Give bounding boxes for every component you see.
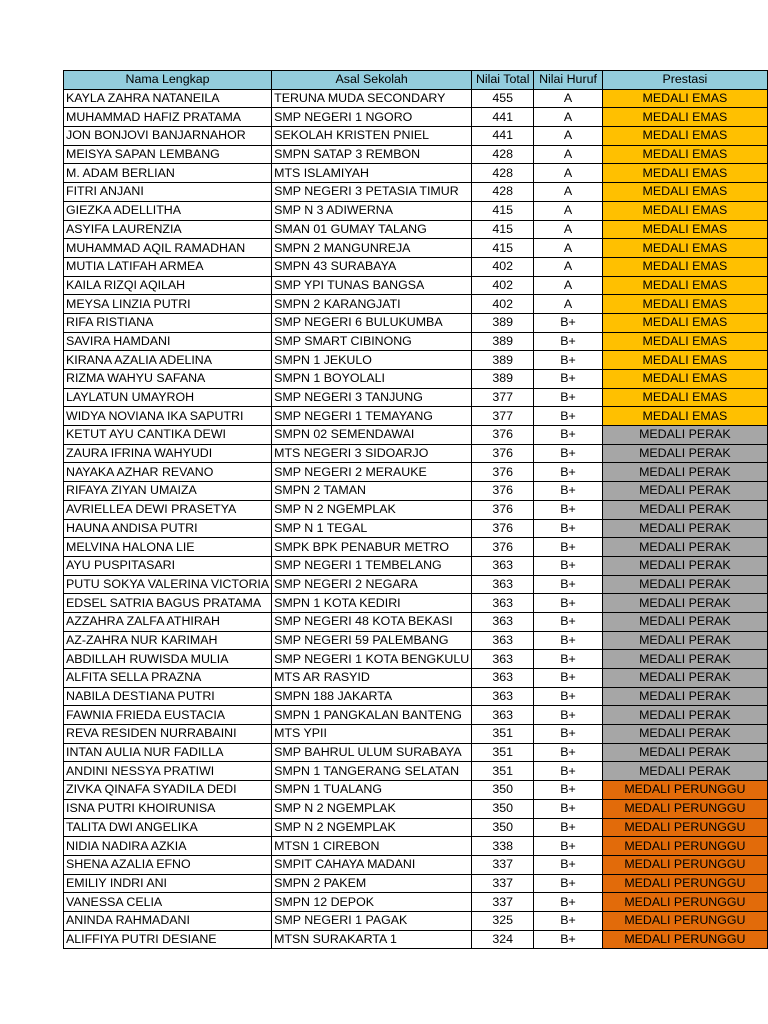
cell-prestasi: MEDALI EMAS bbox=[602, 388, 767, 407]
cell-asal-sekolah: SEKOLAH KRISTEN PNIEL bbox=[272, 127, 472, 146]
cell-nilai-total: 363 bbox=[472, 556, 534, 575]
cell-nama-lengkap: LAYLATUN UMAYROH bbox=[64, 388, 272, 407]
table-row bbox=[64, 388, 768, 407]
cell-nilai-huruf: B+ bbox=[534, 837, 603, 856]
cell-asal-sekolah: SMPN 1 PANGKALAN BANTENG bbox=[272, 706, 472, 725]
cell-nilai-huruf: B+ bbox=[534, 575, 603, 594]
cell-nilai-huruf: B+ bbox=[534, 631, 603, 650]
table-row bbox=[64, 650, 768, 669]
cell-nilai-huruf: B+ bbox=[534, 762, 603, 781]
cell-asal-sekolah: SMPN 02 SEMENDAWAI bbox=[272, 426, 472, 445]
cell-prestasi: MEDALI PERAK bbox=[602, 426, 767, 445]
cell-asal-sekolah: SMPN 1 JEKULO bbox=[272, 351, 472, 370]
cell-nilai-huruf: B+ bbox=[534, 725, 603, 744]
cell-nilai-total: 324 bbox=[472, 930, 534, 949]
cell-prestasi: MEDALI PERAK bbox=[602, 706, 767, 725]
cell-nilai-huruf: B+ bbox=[534, 332, 603, 351]
cell-nama-lengkap: ABDILLAH RUWISDA MULIA bbox=[64, 650, 272, 669]
cell-nilai-huruf: B+ bbox=[534, 911, 603, 930]
cell-asal-sekolah: SMPIT CAHAYA MADANI bbox=[272, 855, 472, 874]
cell-prestasi: MEDALI PERUNGGU bbox=[602, 855, 767, 874]
cell-prestasi: MEDALI PERUNGGU bbox=[602, 911, 767, 930]
cell-asal-sekolah: SMP N 2 NGEMPLAK bbox=[272, 818, 472, 837]
cell-nilai-huruf: B+ bbox=[534, 388, 603, 407]
cell-prestasi: MEDALI EMAS bbox=[602, 295, 767, 314]
cell-nilai-huruf: B+ bbox=[534, 706, 603, 725]
cell-prestasi: MEDALI EMAS bbox=[602, 183, 767, 202]
cell-nama-lengkap: EDSEL SATRIA BAGUS PRATAMA bbox=[64, 594, 272, 613]
cell-nilai-huruf: B+ bbox=[534, 519, 603, 538]
cell-nilai-total: 351 bbox=[472, 725, 534, 744]
cell-nilai-total: 350 bbox=[472, 799, 534, 818]
cell-prestasi: MEDALI PERUNGGU bbox=[602, 799, 767, 818]
cell-nama-lengkap: ANDINI NESSYA PRATIWI bbox=[64, 762, 272, 781]
header-asal-sekolah: Asal Sekolah bbox=[272, 71, 472, 90]
cell-prestasi: MEDALI EMAS bbox=[602, 276, 767, 295]
cell-nilai-total: 363 bbox=[472, 575, 534, 594]
cell-prestasi: MEDALI PERAK bbox=[602, 762, 767, 781]
cell-asal-sekolah: SMP NEGERI 3 TANJUNG bbox=[272, 388, 472, 407]
cell-nilai-huruf: B+ bbox=[534, 818, 603, 837]
cell-prestasi: MEDALI EMAS bbox=[602, 220, 767, 239]
cell-nama-lengkap: RIFA RISTIANA bbox=[64, 313, 272, 332]
cell-nilai-total: 338 bbox=[472, 837, 534, 856]
cell-prestasi: MEDALI EMAS bbox=[602, 201, 767, 220]
cell-prestasi: MEDALI EMAS bbox=[602, 127, 767, 146]
cell-nilai-huruf: A bbox=[534, 257, 603, 276]
cell-nilai-total: 337 bbox=[472, 874, 534, 893]
cell-nilai-total: 363 bbox=[472, 650, 534, 669]
cell-nama-lengkap: MUHAMMAD HAFIZ PRATAMA bbox=[64, 108, 272, 127]
table-row bbox=[64, 762, 768, 781]
header-nama-lengkap: Nama Lengkap bbox=[64, 71, 272, 90]
table-row bbox=[64, 407, 768, 426]
table-row bbox=[64, 127, 768, 146]
cell-nama-lengkap: REVA RESIDEN NURRABAINI bbox=[64, 725, 272, 744]
table-row bbox=[64, 818, 768, 837]
cell-nilai-huruf: B+ bbox=[534, 799, 603, 818]
cell-nilai-total: 415 bbox=[472, 239, 534, 258]
cell-asal-sekolah: SMP NEGERI 2 NEGARA bbox=[272, 575, 472, 594]
cell-nilai-huruf: B+ bbox=[534, 313, 603, 332]
table-row bbox=[64, 295, 768, 314]
cell-nama-lengkap: RIZMA WAHYU SAFANA bbox=[64, 370, 272, 389]
cell-nilai-huruf: A bbox=[534, 108, 603, 127]
cell-prestasi: MEDALI PERAK bbox=[602, 463, 767, 482]
cell-nama-lengkap: ZAURA IFRINA WAHYUDI bbox=[64, 444, 272, 463]
cell-asal-sekolah: SMPN 12 DEPOK bbox=[272, 893, 472, 912]
cell-prestasi: MEDALI PERAK bbox=[602, 575, 767, 594]
cell-prestasi: MEDALI PERAK bbox=[602, 631, 767, 650]
cell-nilai-total: 363 bbox=[472, 612, 534, 631]
cell-nama-lengkap: AZZAHRA ZALFA ATHIRAH bbox=[64, 612, 272, 631]
cell-nilai-huruf: A bbox=[534, 164, 603, 183]
cell-asal-sekolah: SMPN 2 KARANGJATI bbox=[272, 295, 472, 314]
cell-nilai-total: 376 bbox=[472, 500, 534, 519]
cell-nilai-total: 428 bbox=[472, 164, 534, 183]
cell-nama-lengkap: VANESSA CELIA bbox=[64, 893, 272, 912]
cell-nama-lengkap: AYU PUSPITASARI bbox=[64, 556, 272, 575]
cell-nilai-huruf: A bbox=[534, 145, 603, 164]
table-row bbox=[64, 500, 768, 519]
cell-asal-sekolah: SMP NEGERI 48 KOTA BEKASI bbox=[272, 612, 472, 631]
table-row bbox=[64, 145, 768, 164]
cell-nilai-total: 377 bbox=[472, 407, 534, 426]
cell-prestasi: MEDALI EMAS bbox=[602, 313, 767, 332]
cell-prestasi: MEDALI PERAK bbox=[602, 594, 767, 613]
cell-nilai-total: 389 bbox=[472, 313, 534, 332]
table-row bbox=[64, 874, 768, 893]
header-prestasi: Prestasi bbox=[602, 71, 767, 90]
table-row bbox=[64, 426, 768, 445]
table-row bbox=[64, 89, 768, 108]
cell-nilai-total: 441 bbox=[472, 108, 534, 127]
cell-asal-sekolah: MTS AR RASYID bbox=[272, 669, 472, 688]
cell-nilai-huruf: B+ bbox=[534, 407, 603, 426]
cell-asal-sekolah: SMPN 2 TAMAN bbox=[272, 482, 472, 501]
cell-nilai-huruf: B+ bbox=[534, 444, 603, 463]
table-row bbox=[64, 893, 768, 912]
cell-nama-lengkap: KETUT AYU CANTIKA DEWI bbox=[64, 426, 272, 445]
cell-asal-sekolah: SMP BAHRUL ULUM SURABAYA bbox=[272, 743, 472, 762]
cell-nilai-huruf: B+ bbox=[534, 463, 603, 482]
cell-prestasi: MEDALI EMAS bbox=[602, 239, 767, 258]
cell-nilai-huruf: B+ bbox=[534, 650, 603, 669]
cell-prestasi: MEDALI EMAS bbox=[602, 370, 767, 389]
cell-prestasi: MEDALI PERUNGGU bbox=[602, 837, 767, 856]
cell-nilai-total: 337 bbox=[472, 855, 534, 874]
table-row bbox=[64, 313, 768, 332]
cell-asal-sekolah: SMP NEGERI 1 TEMBELANG bbox=[272, 556, 472, 575]
cell-asal-sekolah: SMP N 3 ADIWERNA bbox=[272, 201, 472, 220]
cell-asal-sekolah: SMPN 188 JAKARTA bbox=[272, 687, 472, 706]
cell-nama-lengkap: ISNA PUTRI KHOIRUNISA bbox=[64, 799, 272, 818]
cell-prestasi: MEDALI PERAK bbox=[602, 669, 767, 688]
cell-prestasi: MEDALI PERAK bbox=[602, 538, 767, 557]
cell-nilai-huruf: A bbox=[534, 183, 603, 202]
cell-nilai-total: 351 bbox=[472, 743, 534, 762]
cell-asal-sekolah: SMPN 1 BOYOLALI bbox=[272, 370, 472, 389]
cell-nama-lengkap: AVRIELLEA DEWI PRASETYA bbox=[64, 500, 272, 519]
cell-nama-lengkap: JON BONJOVI BANJARNAHOR bbox=[64, 127, 272, 146]
cell-nilai-total: 428 bbox=[472, 183, 534, 202]
table-row bbox=[64, 164, 768, 183]
cell-nilai-total: 376 bbox=[472, 444, 534, 463]
cell-nama-lengkap: FAWNIA FRIEDA EUSTACIA bbox=[64, 706, 272, 725]
cell-prestasi: MEDALI PERUNGGU bbox=[602, 874, 767, 893]
cell-prestasi: MEDALI EMAS bbox=[602, 164, 767, 183]
cell-nama-lengkap: MUTIA LATIFAH ARMEA bbox=[64, 257, 272, 276]
cell-prestasi: MEDALI PERAK bbox=[602, 612, 767, 631]
cell-nama-lengkap: ALIFFIYA PUTRI DESIANE bbox=[64, 930, 272, 949]
cell-nilai-total: 376 bbox=[472, 482, 534, 501]
cell-nama-lengkap: MUHAMMAD AQIL RAMADHAN bbox=[64, 239, 272, 258]
cell-prestasi: MEDALI PERAK bbox=[602, 687, 767, 706]
cell-asal-sekolah: SMP NEGERI 1 NGORO bbox=[272, 108, 472, 127]
table-row bbox=[64, 332, 768, 351]
cell-asal-sekolah: SMP NEGERI 1 PAGAK bbox=[272, 911, 472, 930]
cell-asal-sekolah: SMPN 2 PAKEM bbox=[272, 874, 472, 893]
cell-nama-lengkap: KIRANA AZALIA ADELINA bbox=[64, 351, 272, 370]
table-row bbox=[64, 799, 768, 818]
cell-prestasi: MEDALI EMAS bbox=[602, 89, 767, 108]
cell-prestasi: MEDALI PERUNGGU bbox=[602, 893, 767, 912]
cell-prestasi: MEDALI EMAS bbox=[602, 351, 767, 370]
table-row bbox=[64, 220, 768, 239]
cell-asal-sekolah: SMPN 43 SURABAYA bbox=[272, 257, 472, 276]
cell-asal-sekolah: MTSN SURAKARTA 1 bbox=[272, 930, 472, 949]
cell-nama-lengkap: SHENA AZALIA EFNO bbox=[64, 855, 272, 874]
cell-asal-sekolah: MTS NEGERI 3 SIDOARJO bbox=[272, 444, 472, 463]
cell-nilai-huruf: A bbox=[534, 239, 603, 258]
cell-nama-lengkap: ASYIFA LAURENZIA bbox=[64, 220, 272, 239]
cell-prestasi: MEDALI PERAK bbox=[602, 482, 767, 501]
cell-asal-sekolah: SMP N 2 NGEMPLAK bbox=[272, 500, 472, 519]
cell-nama-lengkap: NAYAKA AZHAR REVANO bbox=[64, 463, 272, 482]
cell-asal-sekolah: SMPK BPK PENABUR METRO bbox=[272, 538, 472, 557]
cell-prestasi: MEDALI PERUNGGU bbox=[602, 781, 767, 800]
cell-nilai-total: 376 bbox=[472, 538, 534, 557]
cell-nilai-total: 363 bbox=[472, 687, 534, 706]
cell-nilai-total: 363 bbox=[472, 706, 534, 725]
header-row bbox=[64, 71, 768, 90]
cell-nilai-total: 325 bbox=[472, 911, 534, 930]
cell-nilai-total: 363 bbox=[472, 669, 534, 688]
cell-nama-lengkap: EMILIY INDRI ANI bbox=[64, 874, 272, 893]
cell-nilai-huruf: B+ bbox=[534, 930, 603, 949]
cell-nilai-huruf: B+ bbox=[534, 594, 603, 613]
cell-nama-lengkap: SAVIRA HAMDANI bbox=[64, 332, 272, 351]
cell-nilai-huruf: B+ bbox=[534, 612, 603, 631]
cell-prestasi: MEDALI PERAK bbox=[602, 725, 767, 744]
cell-asal-sekolah: SMP NEGERI 1 KOTA BENGKULU bbox=[272, 650, 472, 669]
cell-asal-sekolah: TERUNA MUDA SECONDARY bbox=[272, 89, 472, 108]
cell-nilai-huruf: A bbox=[534, 201, 603, 220]
cell-nilai-total: 402 bbox=[472, 257, 534, 276]
table-row bbox=[64, 669, 768, 688]
cell-nilai-total: 402 bbox=[472, 295, 534, 314]
cell-asal-sekolah: MTSN 1 CIREBON bbox=[272, 837, 472, 856]
cell-asal-sekolah: SMP N 2 NGEMPLAK bbox=[272, 799, 472, 818]
cell-nilai-total: 455 bbox=[472, 89, 534, 108]
cell-asal-sekolah: SMP SMART CIBINONG bbox=[272, 332, 472, 351]
cell-nama-lengkap: TALITA DWI ANGELIKA bbox=[64, 818, 272, 837]
cell-nilai-total: 337 bbox=[472, 893, 534, 912]
cell-nilai-huruf: B+ bbox=[534, 687, 603, 706]
cell-nama-lengkap: ANINDA RAHMADANI bbox=[64, 911, 272, 930]
table-row bbox=[64, 519, 768, 538]
cell-nilai-huruf: B+ bbox=[534, 893, 603, 912]
table-row bbox=[64, 463, 768, 482]
cell-nama-lengkap: NIDIA NADIRA AZKIA bbox=[64, 837, 272, 856]
cell-asal-sekolah: MTS YPII bbox=[272, 725, 472, 744]
cell-nama-lengkap: KAYLA ZAHRA NATANEILA bbox=[64, 89, 272, 108]
cell-nilai-total: 350 bbox=[472, 781, 534, 800]
cell-nilai-total: 377 bbox=[472, 388, 534, 407]
table-row bbox=[64, 201, 768, 220]
cell-nilai-huruf: B+ bbox=[534, 855, 603, 874]
table-row bbox=[64, 706, 768, 725]
cell-nama-lengkap: MELVINA HALONA LIE bbox=[64, 538, 272, 557]
table-row bbox=[64, 575, 768, 594]
table-row bbox=[64, 538, 768, 557]
cell-nama-lengkap: GIEZKA ADELLITHA bbox=[64, 201, 272, 220]
cell-nama-lengkap: AZ-ZAHRA NUR KARIMAH bbox=[64, 631, 272, 650]
table-row bbox=[64, 855, 768, 874]
table-row bbox=[64, 108, 768, 127]
cell-nama-lengkap: MEYSA LINZIA PUTRI bbox=[64, 295, 272, 314]
cell-asal-sekolah: SMP NEGERI 6 BULUKUMBA bbox=[272, 313, 472, 332]
cell-nama-lengkap: ALFITA SELLA PRAZNA bbox=[64, 669, 272, 688]
cell-prestasi: MEDALI PERUNGGU bbox=[602, 930, 767, 949]
cell-nama-lengkap: NABILA DESTIANA PUTRI bbox=[64, 687, 272, 706]
table-row bbox=[64, 351, 768, 370]
cell-nilai-huruf: B+ bbox=[534, 556, 603, 575]
cell-nilai-huruf: A bbox=[534, 220, 603, 239]
cell-nama-lengkap: KAILA RIZQI AQILAH bbox=[64, 276, 272, 295]
cell-asal-sekolah: SMPN SATAP 3 REMBON bbox=[272, 145, 472, 164]
cell-nilai-huruf: B+ bbox=[534, 482, 603, 501]
cell-asal-sekolah: SMP YPI TUNAS BANGSA bbox=[272, 276, 472, 295]
cell-nilai-total: 389 bbox=[472, 332, 534, 351]
cell-nilai-huruf: B+ bbox=[534, 781, 603, 800]
cell-nama-lengkap: PUTU SOKYA VALERINA VICTORIA bbox=[64, 575, 272, 594]
cell-asal-sekolah: SMP NEGERI 1 TEMAYANG bbox=[272, 407, 472, 426]
table-row bbox=[64, 594, 768, 613]
cell-nilai-huruf: A bbox=[534, 276, 603, 295]
cell-prestasi: MEDALI PERAK bbox=[602, 556, 767, 575]
cell-asal-sekolah: SMPN 2 MANGUNREJA bbox=[272, 239, 472, 258]
table-row bbox=[64, 837, 768, 856]
cell-nilai-total: 350 bbox=[472, 818, 534, 837]
cell-nilai-huruf: B+ bbox=[534, 351, 603, 370]
cell-nilai-total: 441 bbox=[472, 127, 534, 146]
table-row bbox=[64, 911, 768, 930]
cell-nilai-total: 376 bbox=[472, 519, 534, 538]
table-row bbox=[64, 183, 768, 202]
cell-nilai-total: 363 bbox=[472, 594, 534, 613]
cell-nilai-total: 415 bbox=[472, 220, 534, 239]
table-row bbox=[64, 257, 768, 276]
results-table bbox=[63, 70, 768, 949]
cell-nilai-total: 389 bbox=[472, 370, 534, 389]
cell-asal-sekolah: SMPN 1 KOTA KEDIRI bbox=[272, 594, 472, 613]
cell-nama-lengkap: FITRI ANJANI bbox=[64, 183, 272, 202]
table-row bbox=[64, 444, 768, 463]
cell-prestasi: MEDALI EMAS bbox=[602, 145, 767, 164]
table-row bbox=[64, 930, 768, 949]
cell-nilai-huruf: A bbox=[534, 127, 603, 146]
table-row bbox=[64, 239, 768, 258]
cell-asal-sekolah: SMP NEGERI 2 MERAUKE bbox=[272, 463, 472, 482]
cell-prestasi: MEDALI EMAS bbox=[602, 407, 767, 426]
cell-asal-sekolah: SMAN 01 GUMAY TALANG bbox=[272, 220, 472, 239]
cell-nilai-total: 389 bbox=[472, 351, 534, 370]
header-nilai-huruf: Nilai Huruf bbox=[534, 71, 603, 90]
cell-nilai-total: 363 bbox=[472, 631, 534, 650]
cell-prestasi: MEDALI EMAS bbox=[602, 108, 767, 127]
cell-prestasi: MEDALI PERAK bbox=[602, 500, 767, 519]
cell-asal-sekolah: SMP NEGERI 59 PALEMBANG bbox=[272, 631, 472, 650]
cell-nilai-total: 376 bbox=[472, 463, 534, 482]
cell-nama-lengkap: INTAN AULIA NUR FADILLA bbox=[64, 743, 272, 762]
cell-nama-lengkap: WIDYA NOVIANA IKA SAPUTRI bbox=[64, 407, 272, 426]
cell-nilai-huruf: A bbox=[534, 295, 603, 314]
cell-prestasi: MEDALI PERAK bbox=[602, 519, 767, 538]
cell-prestasi: MEDALI EMAS bbox=[602, 332, 767, 351]
table-row bbox=[64, 370, 768, 389]
cell-nilai-huruf: B+ bbox=[534, 743, 603, 762]
cell-nama-lengkap: MEISYA SAPAN LEMBANG bbox=[64, 145, 272, 164]
cell-nama-lengkap: ZIVKA QINAFA SYADILA DEDI bbox=[64, 781, 272, 800]
cell-nilai-huruf: B+ bbox=[534, 538, 603, 557]
cell-prestasi: MEDALI PERAK bbox=[602, 444, 767, 463]
cell-nilai-total: 351 bbox=[472, 762, 534, 781]
cell-nama-lengkap: RIFAYA ZIYAN UMAIZA bbox=[64, 482, 272, 501]
cell-nilai-total: 402 bbox=[472, 276, 534, 295]
cell-nama-lengkap: HAUNA ANDISA PUTRI bbox=[64, 519, 272, 538]
table-body bbox=[64, 89, 768, 949]
table-row bbox=[64, 612, 768, 631]
cell-nilai-total: 415 bbox=[472, 201, 534, 220]
table-row bbox=[64, 687, 768, 706]
cell-asal-sekolah: MTS ISLAMIYAH bbox=[272, 164, 472, 183]
cell-asal-sekolah: SMP N 1 TEGAL bbox=[272, 519, 472, 538]
cell-prestasi: MEDALI PERUNGGU bbox=[602, 818, 767, 837]
cell-nama-lengkap: M. ADAM BERLIAN bbox=[64, 164, 272, 183]
cell-prestasi: MEDALI EMAS bbox=[602, 257, 767, 276]
header-nilai-total: Nilai Total bbox=[472, 71, 534, 90]
cell-asal-sekolah: SMP NEGERI 3 PETASIA TIMUR bbox=[272, 183, 472, 202]
cell-nilai-total: 376 bbox=[472, 426, 534, 445]
cell-nilai-huruf: B+ bbox=[534, 426, 603, 445]
table-row bbox=[64, 556, 768, 575]
table-row bbox=[64, 631, 768, 650]
cell-nilai-huruf: B+ bbox=[534, 370, 603, 389]
cell-nilai-huruf: B+ bbox=[534, 669, 603, 688]
cell-nilai-total: 428 bbox=[472, 145, 534, 164]
cell-nilai-huruf: B+ bbox=[534, 500, 603, 519]
cell-prestasi: MEDALI PERAK bbox=[602, 743, 767, 762]
table-row bbox=[64, 781, 768, 800]
table-row bbox=[64, 276, 768, 295]
table-row bbox=[64, 743, 768, 762]
table-row bbox=[64, 725, 768, 744]
cell-prestasi: MEDALI PERAK bbox=[602, 650, 767, 669]
cell-nilai-huruf: A bbox=[534, 89, 603, 108]
table-row bbox=[64, 482, 768, 501]
cell-asal-sekolah: SMPN 1 TANGERANG SELATAN bbox=[272, 762, 472, 781]
cell-asal-sekolah: SMPN 1 TUALANG bbox=[272, 781, 472, 800]
cell-nilai-huruf: B+ bbox=[534, 874, 603, 893]
